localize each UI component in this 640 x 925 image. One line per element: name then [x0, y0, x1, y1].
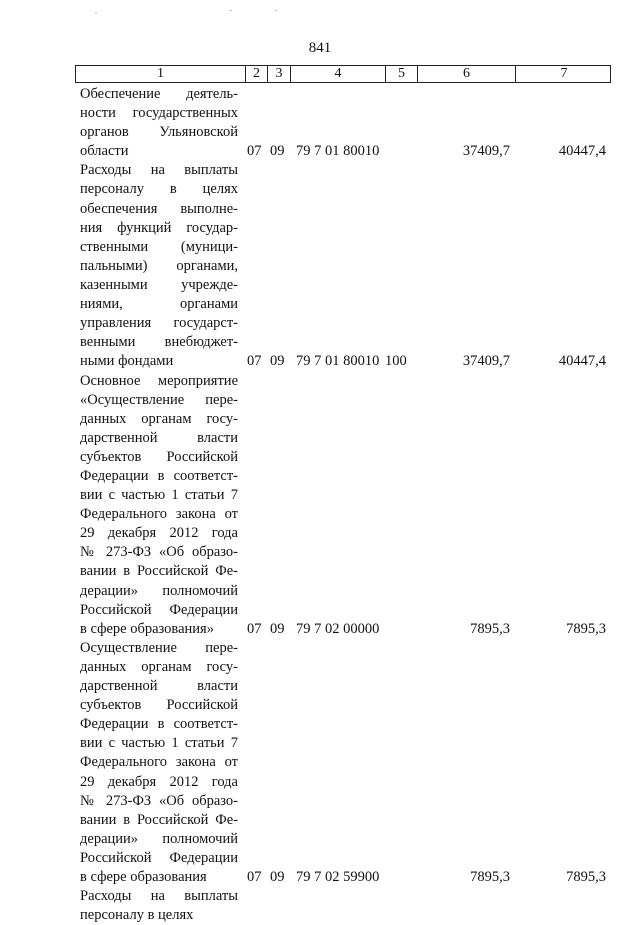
expense-type-code: 100: [385, 353, 407, 370]
amount-year-2: 40447,4: [558, 353, 606, 370]
section-code: 07: [247, 620, 262, 637]
amount-year-1: 37409,7: [462, 143, 510, 160]
header-col-2: 2: [246, 66, 268, 82]
target-article-code: 79 7 02 00000: [296, 620, 380, 637]
description-line: ными фондами: [80, 353, 174, 370]
description-line: Федерального закона от: [80, 506, 238, 523]
description-line: ния функций государ-: [80, 219, 238, 236]
row-values: [0, 142, 640, 161]
header-col-5: 5: [386, 66, 418, 82]
target-article-code: 79 7 01 80010: [296, 143, 380, 160]
row-description: [80, 639, 238, 887]
header-col-7: 7: [560, 66, 568, 81]
row-description: [80, 372, 238, 639]
description-line: ности государственных: [80, 105, 238, 122]
description-line: Расходы на выплаты: [80, 162, 238, 179]
amount-year-1: 7895,3: [470, 620, 510, 637]
description-line: дерации» полномочий: [80, 830, 238, 847]
row-description: [80, 887, 238, 925]
target-article-code: 79 7 02 59900: [296, 869, 380, 886]
description-line: Осуществление пере-: [80, 639, 238, 656]
description-line: субъектов Российской: [80, 448, 238, 465]
header-col-4: 4: [291, 66, 386, 82]
description-line: обеспечения выполне-: [80, 200, 238, 217]
row-values: [0, 620, 640, 639]
amount-year-1: 7895,3: [470, 869, 510, 886]
description-line: органов Ульяновской: [80, 124, 238, 141]
description-line: Федерального закона от: [80, 754, 238, 771]
amount-year-2: 40447,4: [558, 143, 606, 160]
description-line: Российской Федерации: [80, 849, 238, 866]
target-article-code: 79 7 01 80010: [296, 353, 380, 370]
description-line: персоналу в целях: [80, 181, 238, 198]
amount-year-2: 7895,3: [566, 869, 606, 886]
subsection-code: 09: [270, 353, 285, 370]
description-line: Российской Федерации: [80, 601, 238, 618]
description-line: в сфере образования: [80, 869, 207, 886]
row-description: [80, 161, 238, 371]
description-line: ниями, органами: [80, 296, 238, 313]
description-line: «Осуществление пере-: [80, 391, 238, 408]
header-col-6: 6: [418, 66, 516, 82]
description-line: 29 декабря 2012 года: [80, 773, 238, 790]
description-line: № 273-ФЗ «Об образо-: [80, 544, 238, 561]
description-line: № 273-ФЗ «Об образо-: [80, 792, 238, 809]
description-line: пальными) органами,: [80, 257, 238, 274]
description-line: управления государст-: [80, 315, 238, 332]
description-line: вии с частью 1 статьи 7: [80, 735, 238, 752]
description-line: области: [80, 143, 129, 160]
description-line: Федерации в соответст-: [80, 467, 238, 484]
section-code: 07: [247, 869, 262, 886]
section-code: 07: [247, 353, 262, 370]
scan-artifact: [230, 10, 232, 11]
description-line: дарственной власти: [80, 429, 238, 446]
row-values: [0, 868, 640, 887]
scan-artifact: [95, 12, 97, 13]
amount-year-1: 37409,7: [462, 353, 510, 370]
subsection-code: 09: [270, 620, 285, 637]
description-line: Основное мероприятие: [80, 372, 238, 389]
description-line: данных органам госу-: [80, 658, 238, 675]
table-header-row: [75, 65, 611, 83]
row-values: [0, 352, 640, 371]
description-line: вании в Российской Фе-: [80, 811, 238, 828]
description-line: дерации» полномочий: [80, 582, 238, 599]
description-line: персоналу в целях: [80, 907, 194, 924]
description-line: данных органам госу-: [80, 410, 238, 427]
amount-year-2: 7895,3: [566, 620, 606, 637]
description-line: дарственной власти: [80, 678, 238, 695]
description-line: в сфере образования»: [80, 620, 214, 637]
header-col-3: 3: [268, 66, 291, 82]
description-line: вии с частью 1 статьи 7: [80, 487, 238, 504]
scan-artifact: [275, 10, 277, 11]
subsection-code: 09: [270, 869, 285, 886]
description-line: 29 декабря 2012 года: [80, 525, 238, 542]
description-line: казенными учрежде-: [80, 276, 238, 293]
subsection-code: 09: [270, 143, 285, 160]
description-line: Расходы на выплаты: [80, 888, 238, 905]
description-line: субъектов Российской: [80, 697, 238, 714]
description-line: венными внебюджет-: [80, 334, 238, 351]
description-line: Федерации в соответст-: [80, 716, 238, 733]
page-number: 841: [308, 40, 332, 56]
description-line: вании в Российской Фе-: [80, 563, 238, 580]
description-line: Обеспечение деятель-: [80, 86, 238, 102]
description-line: ственными (муници-: [80, 238, 238, 255]
section-code: 07: [247, 143, 262, 160]
header-col-1: 1: [76, 66, 246, 82]
